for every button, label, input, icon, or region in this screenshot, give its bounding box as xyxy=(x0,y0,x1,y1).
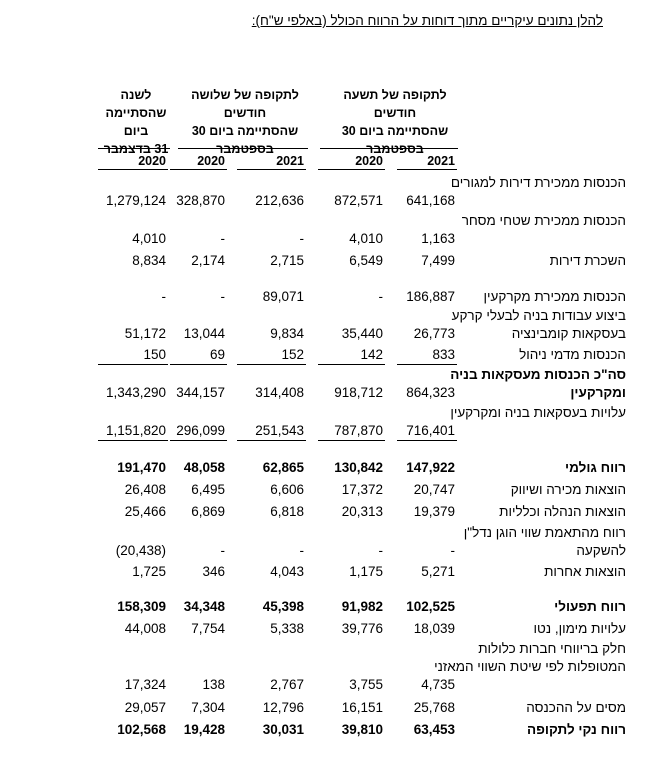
value-cell: - xyxy=(450,543,455,558)
row-label: הכנסות ממכירת דירות למגורים xyxy=(450,175,626,190)
value-cell: 35,440 xyxy=(341,326,383,341)
value-cell: 8,834 xyxy=(132,253,166,268)
value-cell: 1,175 xyxy=(349,564,383,579)
value-cell: 19,379 xyxy=(413,504,455,519)
value-cell: 39,776 xyxy=(341,621,383,636)
value-cell: 51,172 xyxy=(124,326,166,341)
value-cell: 29,057 xyxy=(124,700,166,715)
value-cell: 147,922 xyxy=(406,460,455,475)
value-cell: 13,044 xyxy=(183,326,225,341)
value-cell: 102,568 xyxy=(117,722,166,737)
header-line: לתקופה של שלושה xyxy=(191,88,299,102)
header-line: לתקופה של תשעה xyxy=(343,88,447,102)
value-cell: 26,773 xyxy=(413,326,455,341)
value-cell: 296,099 xyxy=(170,422,227,441)
header-line: שהסתיימה ביום 30 xyxy=(341,124,449,138)
value-cell: 102,525 xyxy=(406,599,455,614)
value-cell: - xyxy=(378,289,383,304)
value-cell: 4,043 xyxy=(270,564,304,579)
value-cell: 1,163 xyxy=(421,231,455,246)
value-cell: 158,309 xyxy=(117,599,166,614)
value-cell: 6,606 xyxy=(270,482,304,497)
value-cell: 2,767 xyxy=(270,677,304,692)
value-cell: 89,071 xyxy=(262,289,304,304)
year-header: 2021 xyxy=(397,152,457,170)
value-cell: 7,304 xyxy=(191,700,225,715)
row-label: רווח גולמי xyxy=(565,460,626,475)
value-cell: 4,010 xyxy=(132,231,166,246)
value-cell: 6,495 xyxy=(191,482,225,497)
value-cell: 39,810 xyxy=(341,722,383,737)
page-title: להלן נתונים עיקריים מתוך דוחות על הרווח הכולל (באלפי ש"ח): xyxy=(251,13,603,28)
value-cell: 2,715 xyxy=(270,253,304,268)
value-cell: 212,636 xyxy=(255,193,304,208)
row-label: רווח נקי לתקופה xyxy=(526,722,626,737)
row-label: רווח מהתאמת שווי הוגן נדל"ן להשקעה xyxy=(463,525,626,558)
header-three-months-rule xyxy=(178,148,308,149)
year-header: 2020 xyxy=(170,152,227,170)
value-cell: 7,499 xyxy=(421,253,455,268)
header-year-rule xyxy=(98,148,170,149)
value-cell: 716,401 xyxy=(397,422,457,441)
value-cell: 17,324 xyxy=(124,677,166,692)
value-cell: 328,870 xyxy=(176,193,225,208)
value-cell: 142 xyxy=(318,346,385,365)
value-cell: 7,754 xyxy=(191,621,225,636)
value-cell: 20,747 xyxy=(413,482,455,497)
value-cell: 346 xyxy=(202,564,225,579)
header-nine-months-rule xyxy=(320,148,458,149)
value-cell: 833 xyxy=(397,346,457,365)
header-line: בספטמבר xyxy=(366,142,424,156)
value-cell: 30,031 xyxy=(262,722,304,737)
value-cell: 251,543 xyxy=(237,422,306,441)
value-cell: 6,818 xyxy=(270,504,304,519)
value-cell: 186,887 xyxy=(406,289,455,304)
value-cell: 864,323 xyxy=(406,385,455,400)
value-cell: 12,796 xyxy=(262,700,304,715)
value-cell: 9,834 xyxy=(270,326,304,341)
value-cell: - xyxy=(299,231,304,246)
value-cell: 787,870 xyxy=(318,422,385,441)
header-line: חודשים xyxy=(223,106,267,120)
value-cell: 5,271 xyxy=(421,564,455,579)
value-cell: 152 xyxy=(237,346,306,365)
value-cell: 6,549 xyxy=(349,253,383,268)
value-cell: - xyxy=(220,231,225,246)
value-cell: 1,343,290 xyxy=(105,385,166,400)
value-cell: 872,571 xyxy=(334,193,383,208)
row-label: ביצוע עבודות בניה לבעלי קרקע בעסקאות קומבינציה xyxy=(451,308,626,341)
header-line: חודשים xyxy=(373,106,417,120)
row-label: הכנסות מדמי ניהול xyxy=(519,347,626,362)
value-cell: 91,982 xyxy=(341,599,383,614)
value-cell: 1,151,820 xyxy=(98,422,168,441)
value-cell: 6,869 xyxy=(191,504,225,519)
value-cell: 130,842 xyxy=(334,460,383,475)
year-header: 2020 xyxy=(98,152,168,170)
year-header: 2020 xyxy=(318,152,385,170)
value-cell: 138 xyxy=(202,677,225,692)
row-label: הכנסות ממכירת מקרקעין xyxy=(483,289,626,304)
row-label: עלויות בעסקאות בניה ומקרקעין xyxy=(450,405,626,420)
value-cell: - xyxy=(299,543,304,558)
header-line: שהסתיימה ביום 30 xyxy=(191,124,299,138)
header-line: 31 בדצמבר xyxy=(103,142,169,156)
value-cell: 18,039 xyxy=(413,621,455,636)
value-cell: 48,058 xyxy=(183,460,225,475)
value-cell: 26,408 xyxy=(124,482,166,497)
year-header: 2021 xyxy=(237,152,306,170)
row-label: הוצאות מכירה ושיווק xyxy=(510,482,626,497)
value-cell: - xyxy=(220,289,225,304)
value-cell: 25,466 xyxy=(124,504,166,519)
value-cell: 34,348 xyxy=(183,599,225,614)
header-line: בספטמבר xyxy=(216,142,274,156)
value-cell: 44,008 xyxy=(124,621,166,636)
row-label: הכנסות ממכירת שטחי מסחר xyxy=(461,213,626,228)
row-label: סה"כ הכנסות מעסקאות בניה ומקרקעין xyxy=(450,367,626,400)
value-cell: 62,865 xyxy=(262,460,304,475)
value-cell: 69 xyxy=(170,346,227,365)
value-cell: 45,398 xyxy=(262,599,304,614)
value-cell: 20,313 xyxy=(341,504,383,519)
value-cell: 344,157 xyxy=(176,385,225,400)
value-cell: 641,168 xyxy=(406,193,455,208)
value-cell: 4,735 xyxy=(421,677,455,692)
value-cell: 150 xyxy=(98,346,168,365)
value-cell: - xyxy=(161,289,166,304)
header-line: לשנה xyxy=(120,88,152,102)
value-cell: 3,755 xyxy=(349,677,383,692)
value-cell: 19,428 xyxy=(183,722,225,737)
value-cell: - xyxy=(220,543,225,558)
value-cell: 17,372 xyxy=(341,482,383,497)
value-cell: 918,712 xyxy=(334,385,383,400)
value-cell: 1,279,124 xyxy=(105,193,166,208)
row-label: הוצאות אחרות xyxy=(544,564,626,579)
value-cell: 314,408 xyxy=(255,385,304,400)
value-cell: 5,338 xyxy=(270,621,304,636)
row-label: חלק בריווחי חברות כלולות המטופלות לפי שיטת השווי המאזני xyxy=(434,641,626,674)
row-label: מסים על ההכנסה xyxy=(526,700,626,715)
row-label: עלויות מימון, נטו xyxy=(533,621,626,636)
header-line: ביום xyxy=(123,124,149,138)
row-label: רווח תפעולי xyxy=(554,599,626,614)
value-cell: 16,151 xyxy=(341,700,383,715)
value-cell: (20,438) xyxy=(115,543,166,558)
row-label: השכרת דירות xyxy=(549,253,626,268)
value-cell: 4,010 xyxy=(349,231,383,246)
value-cell: - xyxy=(378,543,383,558)
row-label: הוצאות הנהלה וכלליות xyxy=(499,504,626,519)
value-cell: 2,174 xyxy=(191,253,225,268)
value-cell: 25,768 xyxy=(413,700,455,715)
header-line: שהסתיימה xyxy=(105,106,167,120)
value-cell: 191,470 xyxy=(117,460,166,475)
value-cell: 63,453 xyxy=(413,722,455,737)
value-cell: 1,725 xyxy=(132,564,166,579)
